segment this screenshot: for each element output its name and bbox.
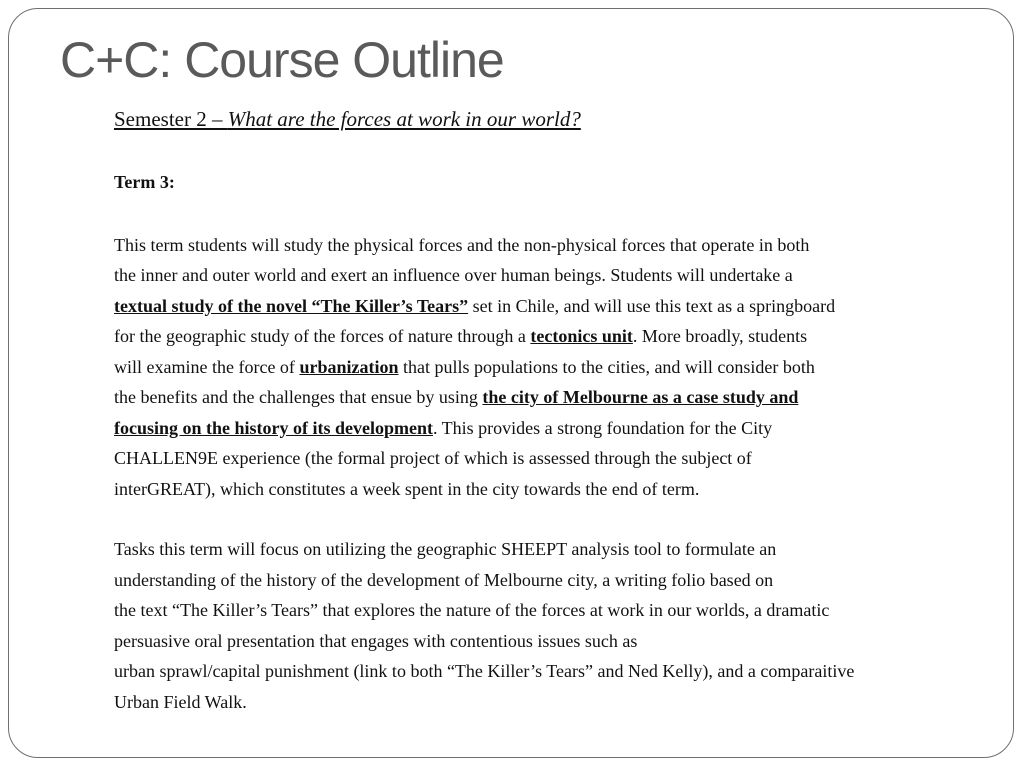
semester-subtitle [114,104,984,134]
paragraph-line: Tasks this term will focus on utilizing the geographic SHEEPT analysis tool to formulate an [114,539,777,559]
paragraph-line [114,352,984,383]
paragraph-line: This term students will study the physical forces and the non-physical forces that operate in both [114,234,810,255]
line-text: set in Chile, and will use this text as a springboard [468,295,836,316]
highlight-history-development: focusing on the history of its development [114,417,433,438]
line-text: . More broadly, students [632,326,808,346]
highlight-tectonics-unit: tectonics unit [530,326,633,346]
paragraph-line: persuasive oral presentation that engages with contentious issues such as [114,630,638,651]
paragraph-line [114,382,984,413]
paragraph-line [114,321,984,352]
paragraph-line: understanding of the history of the development of Melbourne city, a writing folio based on [114,569,774,590]
paragraph-line: urban sprawl/capital punishment (link to both “The Killer’s Tears” and Ned Kelly), and a comparaitive [114,661,855,681]
paragraph-line: the text “The Killer’s Tears” that explores the nature of the forces at work in our worlds, a dramatic [114,600,830,620]
paragraph-term-overview [114,230,984,505]
paragraph-line: Urban Field Walk. [114,691,247,712]
highlight-melbourne-case-study: the city of Melbourne as a case study and [482,387,799,407]
paragraph-tasks [114,534,984,717]
slide-title: C+C: Course Outline [60,32,504,88]
term-heading: Term 3: [114,172,175,192]
line-text: . This provides a strong foundation for the City [433,417,773,438]
line-text: for the geographic study of the forces of nature through a [114,326,531,346]
line-text: the benefits and the challenges that ensue by using [114,387,483,407]
paragraph-line: interGREAT), which constitutes a week spent in the city towards the end of term. [114,478,700,499]
subtitle-prefix: Semester 2 – [114,107,228,131]
slide-content [114,104,984,717]
paragraph-line [114,291,984,322]
line-text: will examine the force of [114,356,300,377]
paragraph-line [114,413,984,444]
highlight-textual-study: textual study of the novel “The Killer’s Tears” [114,295,469,316]
line-text: that pulls populations to the cities, and will consider both [398,356,815,377]
paragraph-line: CHALLEN9E experience (the formal project of which is assessed through the subject of [114,448,752,468]
paragraph-line: the inner and outer world and exert an influence over human beings. Students will undertake a [114,265,793,285]
subtitle-question: What are the forces at work in our world? [227,107,581,131]
highlight-urbanization: urbanization [299,356,399,377]
